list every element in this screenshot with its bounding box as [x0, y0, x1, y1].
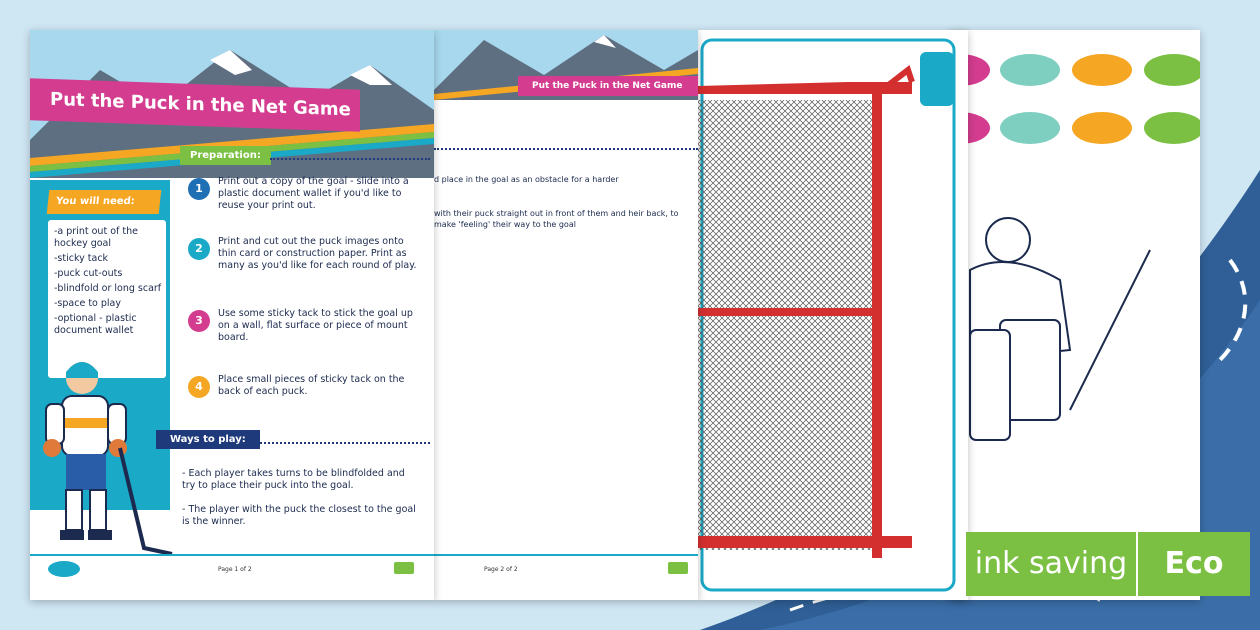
- step-text: Print and cut out the puck images onto thin card or construction paper. Print as many as you'd like for each round of play.: [218, 236, 417, 271]
- step-text: Use some sticky tack to stick the goal up on a wall, flat surface or piece of mount board.: [218, 308, 413, 343]
- pucks-page: [950, 30, 1200, 600]
- divider: [434, 148, 698, 150]
- you-will-need-heading: You will need:: [47, 190, 162, 214]
- eco-badge: [966, 532, 1250, 596]
- worksheet-page-1: [30, 30, 434, 600]
- page-title: Put the Puck in the Net Game: [30, 78, 360, 132]
- list-item: -puck cut-outs: [54, 268, 123, 279]
- preparation-heading: Preparation:: [180, 146, 271, 165]
- list-item: -a print out of the hockey goal: [54, 226, 138, 249]
- step-1: [188, 176, 418, 224]
- step-number: 3: [188, 310, 210, 332]
- step-3: [188, 308, 418, 356]
- eco-label: Eco: [1138, 532, 1250, 596]
- page-title: Put the Puck in the Net Game: [518, 76, 698, 96]
- hockey-goal-page: [698, 30, 968, 600]
- instruction-text: d place in the goal as an obstacle for a harder: [434, 175, 619, 184]
- step-2: [188, 236, 418, 296]
- instruction-text: with their puck straight out in front of them and heir back, to make 'feeling' their way to the goal: [434, 209, 679, 229]
- step-text: Print out a copy of the goal - slide into a plastic document wallet if you'd like to reuse your print out.: [218, 176, 409, 211]
- page-number: Page 2 of 2: [484, 566, 518, 573]
- hockey-player-illustration: [32, 348, 182, 568]
- step-number: 2: [188, 238, 210, 260]
- ways-item: - The player with the puck the closest to the goal is the winner.: [182, 504, 416, 527]
- ways-to-play-heading: Ways to play:: [156, 430, 260, 449]
- list-item: -sticky tack: [54, 253, 109, 264]
- step-number: 1: [188, 178, 210, 200]
- hockey-goal-image: [698, 30, 968, 600]
- step-4: [188, 374, 418, 414]
- step-text: Place small pieces of sticky tack on the back of each puck.: [218, 374, 405, 397]
- sheet-logo-icon: [666, 558, 690, 578]
- ways-item: - Each player takes turns to be blindfolded and try to place their puck into the goal.: [182, 468, 405, 491]
- list-item: -blindfold or long scarf: [54, 283, 162, 294]
- page-number: Page 1 of 2: [218, 566, 252, 573]
- list-item: -space to play: [54, 298, 121, 309]
- footer-line: [434, 554, 698, 556]
- sheet-logo-icon: [392, 558, 416, 578]
- brand-logo-icon: [46, 560, 82, 578]
- divider: [270, 158, 430, 160]
- divider: [256, 442, 430, 444]
- ink-saving-label: ink saving: [966, 532, 1136, 596]
- footer-line: [30, 554, 434, 556]
- list-item: -optional - plastic document wallet: [54, 313, 137, 336]
- step-number: 4: [188, 376, 210, 398]
- puck-cutouts-image: [950, 30, 1200, 600]
- worksheet-page-2: [434, 30, 698, 600]
